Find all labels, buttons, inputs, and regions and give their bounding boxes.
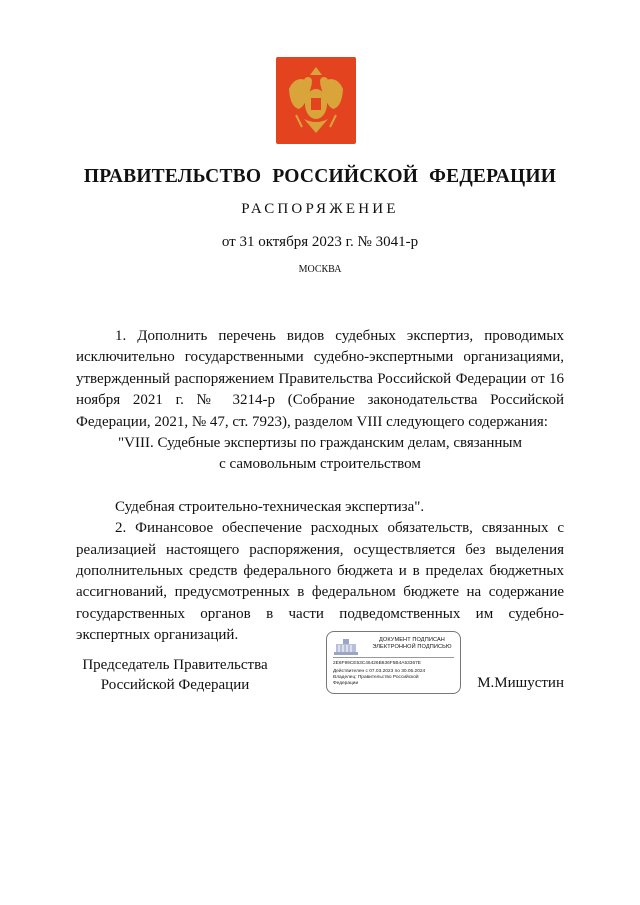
signer-name: М.Мишустин xyxy=(477,675,564,691)
signer-position-line2: Российской Федерации xyxy=(100,677,250,693)
city-label: МОСКВА xyxy=(298,264,342,275)
stamp-owner-line2: Федерации xyxy=(333,681,359,686)
document-date-number: от 31 октября 2023 г. № 3041-р xyxy=(221,234,419,250)
document-type: РАСПОРЯЖЕНИЕ xyxy=(241,201,399,217)
paragraph-1: 1. Дополнить перечень видов судебных экспертиз, проводимых исключительно государственными судебно-экспертными организациями, утвержденный распоряжением Правительства Российской Федерации от 16 ноября 2021 г. № 3214-р (Собрание законодательства Российской Федерации, 2021, № 47, ст. 7923), разделом VIII следующего содержания: xyxy=(76,328,564,430)
quote-section-title-line1: "VIII. Судебные экспертизы по гражданским делам, связанным xyxy=(118,435,522,452)
government-title: ПРАВИТЕЛЬСТВО РОССИЙСКОЙ ФЕДЕРАЦИИ xyxy=(83,166,557,187)
document-body xyxy=(76,326,564,647)
paragraph-2: 2. Финансовое обеспечение расходных обязательств, связанных с реализацией настоящего распоряжения, осуществляется без выделения дополнительных средств федерального бюджета и в пределах бюджетных ассигнований, предусмотренных в федеральном бюджете на содержание государственных органов в части подведомственных им судебно-экспертных организаций. xyxy=(76,520,564,644)
stamp-validity: Действителен с 07.03.2023 по 30.05.2024 xyxy=(333,669,426,674)
electronic-signature-stamp xyxy=(326,631,461,694)
stamp-certificate: 2E6F99CE53C46426B636F5B4A53367E xyxy=(333,661,422,666)
government-building-icon xyxy=(333,637,359,657)
quote-section-title-line2: с самовольным строительством xyxy=(219,456,421,473)
stamp-owner-line1: Владелец: Правительство Российской xyxy=(333,675,419,680)
signer-position xyxy=(80,655,270,695)
quote-item: Судебная строительно-техническая экспертиза". xyxy=(115,498,425,515)
stamp-title: ДОКУМЕНТ ПОДПИСАН ЭЛЕКТРОННОЙ ПОДПИСЬЮ xyxy=(372,637,452,650)
signer-position-line1: Председатель Правительства xyxy=(82,657,268,673)
coat-of-arms-emblem xyxy=(276,57,356,144)
